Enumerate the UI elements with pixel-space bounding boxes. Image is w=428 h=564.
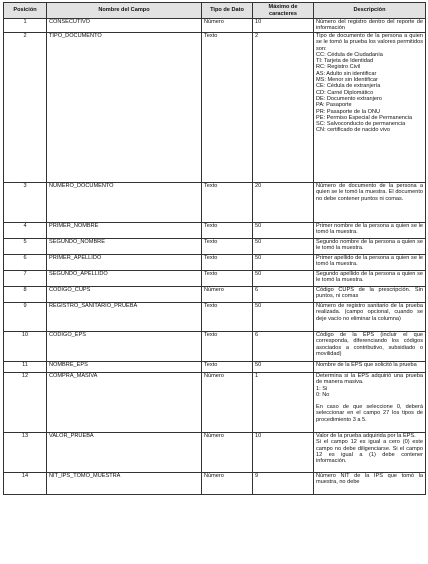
max-chars-cell: 50 [253, 271, 314, 287]
max-chars-cell: 50 [253, 255, 314, 271]
description-line: Número de registro sanitario de la prueba realizada. (campo opcional, cuando se deje vacío no eliminar la columna) [316, 303, 423, 322]
field-name-cell: NIT_IPS_TOMO_MUESTRA [47, 473, 202, 495]
table-row [4, 373, 426, 433]
max-chars-cell: 9 [253, 473, 314, 495]
description-line: MS: Menor sin Identificar [316, 77, 378, 84]
description-line: DE: Documento extranjero [316, 95, 382, 102]
data-type-cell: Texto [202, 255, 253, 271]
description-line: RC: Registro Civil [316, 64, 361, 71]
description-line: CE: Cédula de extranjería [316, 83, 381, 90]
data-type-cell: Número [202, 473, 253, 495]
description-cell [314, 183, 426, 223]
field-name-cell: TIPO_DOCUMENTO [47, 33, 202, 183]
table-row [4, 255, 426, 271]
description-line: Valor de la prueba adquirida por la EPS. [316, 433, 416, 439]
description-line: 1: Si [316, 385, 328, 392]
field-spec-table [3, 2, 426, 495]
description-cell [314, 271, 426, 287]
description-line: Determina si la EPS adquirió una prueba de manera masiva. [316, 373, 423, 386]
header-posicion: Posición [4, 3, 47, 19]
data-type-cell: Texto [202, 223, 253, 239]
position-cell: 3 [4, 183, 47, 223]
data-type-cell: Texto [202, 183, 253, 223]
description-line: Segundo apellido de la persona a quien se le tomó la muestra. [316, 271, 423, 284]
description-line: Número NIT de la IPS que tomó la muestra, no debe [316, 473, 423, 486]
data-type-cell: Texto [202, 303, 253, 332]
position-cell: 14 [4, 473, 47, 495]
table-row [4, 239, 426, 255]
max-chars-cell: 50 [253, 303, 314, 332]
table-row [4, 303, 426, 332]
data-type-cell: Número [202, 433, 253, 473]
description-cell [314, 223, 426, 239]
header-tipo-dato: Tipo de Dato [202, 3, 253, 19]
description-line: Código de la EPS (incluir el que corresponda, diferenciando los códigos asociados a contributivo, subsidiado o movilidad) [316, 332, 423, 357]
data-type-cell: Texto [202, 332, 253, 362]
table-row [4, 332, 426, 362]
table-row [4, 19, 426, 33]
position-cell: 12 [4, 373, 47, 433]
description-line: Nombre de la EPS que solicitó la prueba [316, 362, 417, 368]
position-cell: 8 [4, 287, 47, 303]
description-line: 0: No [316, 391, 330, 398]
field-name-cell: REGISTRO_SANITARIO_PRUEBA [47, 303, 202, 332]
description-cell [314, 239, 426, 255]
header-maximo-caracteres: Máximo de caracteres [253, 3, 314, 19]
header-nombre-campo: Nombre del Campo [47, 3, 202, 19]
field-name-cell: PRIMER_NOMBRE [47, 223, 202, 239]
position-cell: 9 [4, 303, 47, 332]
description-line: Tipo de documento de la persona a quien se le tomó la prueba los valores permitidos son: [316, 33, 423, 52]
table-row [4, 223, 426, 239]
position-cell: 5 [4, 239, 47, 255]
table-row [4, 183, 426, 223]
data-type-cell: Texto [202, 239, 253, 255]
description-line: Número de documento de la persona a quien se le tomó la muestra. El documento no debe contener puntos ni comas. [316, 183, 423, 202]
description-cell [314, 19, 426, 33]
table-header-row [4, 3, 426, 19]
description-cell [314, 433, 426, 473]
description-cell [314, 287, 426, 303]
description-line: SC: Salvoconducto de permanencia [316, 121, 406, 128]
description-cell [314, 362, 426, 373]
description-line: PR: Pasaporte de la ONU [316, 108, 381, 115]
max-chars-cell: 1 [253, 373, 314, 433]
max-chars-cell: 2 [253, 33, 314, 183]
field-name-cell: CODIGO_EPS [47, 332, 202, 362]
max-chars-cell: 10 [253, 19, 314, 33]
field-name-cell: NUMERO_DOCUMENTO [47, 183, 202, 223]
description-line: AS: Adulto sin identificar [316, 70, 377, 77]
field-name-cell: NOMBRE_EPS [47, 362, 202, 373]
description-cell [314, 373, 426, 433]
field-name-cell: VALOR_PRUEBA [47, 433, 202, 473]
field-name-cell: CODIGO_CUPS [47, 287, 202, 303]
description-line: CC: Cédula de Ciudadanía [316, 51, 383, 58]
description-line: Primer nombre de la persona a quien se le tomó la muestra. [316, 223, 423, 236]
position-cell: 10 [4, 332, 47, 362]
description-line: PA: Pasaporte [316, 102, 352, 109]
position-cell: 7 [4, 271, 47, 287]
max-chars-cell: 6 [253, 332, 314, 362]
data-type-cell: Texto [202, 362, 253, 373]
description-line: En caso de que seleccione 0, deberá seleccionar en el campo 27 los tipos de procedimiento 3 a 5. [316, 404, 423, 423]
field-name-cell: CONSECUTIVO [47, 19, 202, 33]
max-chars-cell: 50 [253, 239, 314, 255]
data-type-cell: Número [202, 287, 253, 303]
field-name-cell: COMPRA_MASIVA [47, 373, 202, 433]
table-row [4, 473, 426, 495]
description-line: CD: Carné Diplomático [316, 89, 374, 96]
data-type-cell: Número [202, 373, 253, 433]
table-row [4, 433, 426, 473]
field-name-cell: SEGUNDO_NOMBRE [47, 239, 202, 255]
description-cell [314, 255, 426, 271]
data-type-cell: Texto [202, 33, 253, 183]
position-cell: 11 [4, 362, 47, 373]
description-line: Si el campo 12 es igual a cero (0) este campo no debe diligenciarse. Si el campo 12 es igual a (1) debe contener información. [316, 439, 423, 465]
data-type-cell: Texto [202, 271, 253, 287]
description-line: CN: certificado de nacido vivo [316, 127, 390, 134]
description-cell [314, 303, 426, 332]
description-line: Primer apellido de la persona a quien se le tomó la muestra. [316, 255, 423, 268]
table-row [4, 362, 426, 373]
description-cell [314, 33, 426, 183]
data-type-cell: Número [202, 19, 253, 33]
max-chars-cell: 10 [253, 433, 314, 473]
table-row [4, 271, 426, 287]
position-cell: 1 [4, 19, 47, 33]
description-line: TI: Tarjeta de Identidad [316, 58, 374, 65]
position-cell: 6 [4, 255, 47, 271]
position-cell: 4 [4, 223, 47, 239]
description-line: Número del registro dentro del reporte de información [316, 19, 423, 32]
max-chars-cell: 50 [253, 362, 314, 373]
header-descripcion: Descripción [314, 3, 426, 19]
description-cell [314, 332, 426, 362]
description-line: PE: Permiso Especial de Permanencia [316, 114, 413, 121]
description-line: Código CUPS de la prescripción. Sin puntos, ni comas [316, 287, 423, 300]
max-chars-cell: 20 [253, 183, 314, 223]
field-name-cell: SEGUNDO_APELLIDO [47, 271, 202, 287]
description-line: Segundo nombre de la persona a quien se le tomó la muestra. [316, 239, 423, 252]
table-row [4, 287, 426, 303]
max-chars-cell: 50 [253, 223, 314, 239]
table-row [4, 33, 426, 183]
position-cell: 2 [4, 33, 47, 183]
position-cell: 13 [4, 433, 47, 473]
description-cell [314, 473, 426, 495]
field-name-cell: PRIMER_APELLIDO [47, 255, 202, 271]
max-chars-cell: 6 [253, 287, 314, 303]
